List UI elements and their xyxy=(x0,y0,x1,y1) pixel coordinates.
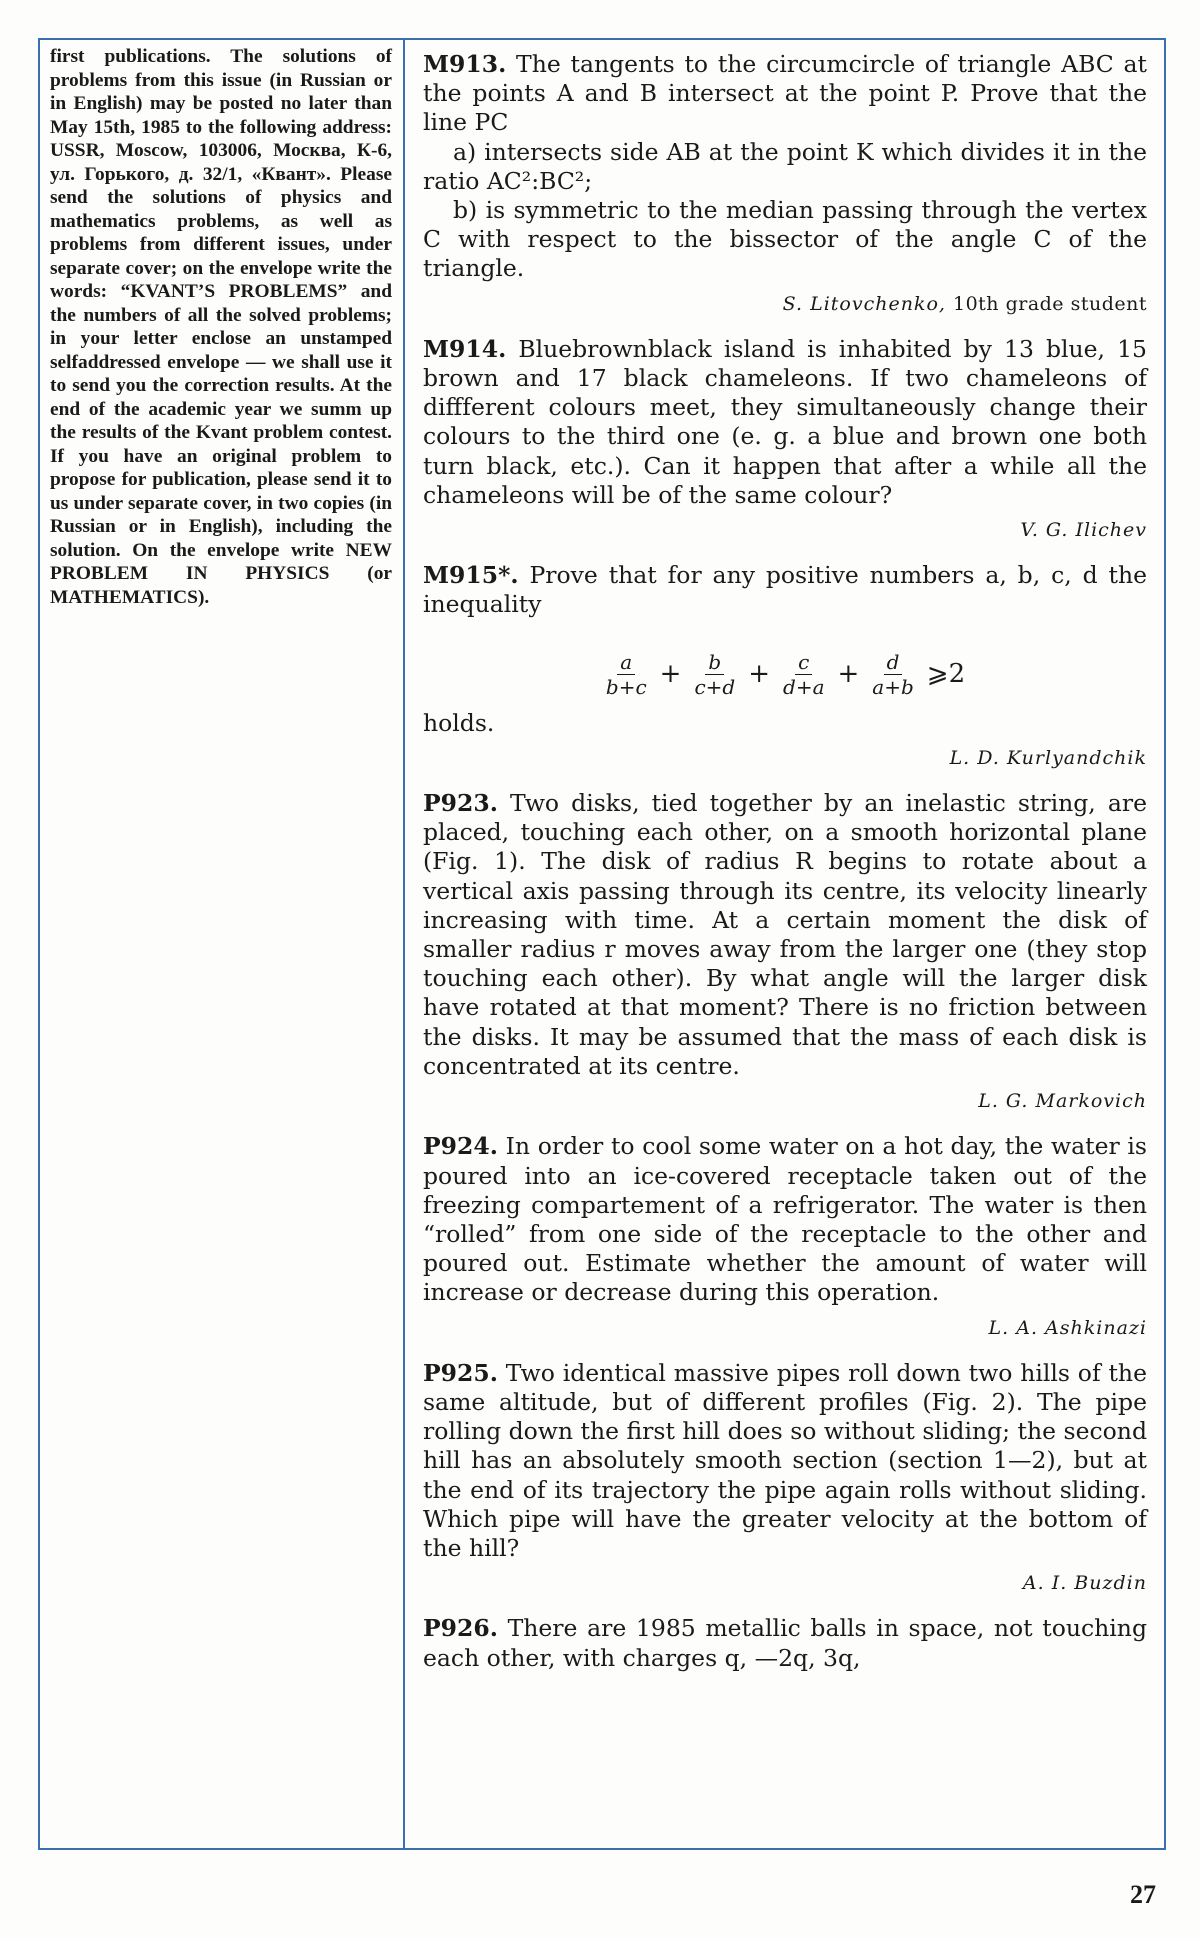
inequality-relation: ⩾2 xyxy=(926,658,966,689)
author-note: 10th grade student xyxy=(952,292,1147,315)
fraction: $\frac{c}{d+a}$ xyxy=(783,649,825,699)
problem-m914 xyxy=(423,335,1147,545)
problem-text: Bluebrownblack island is inhabited by 13 blue, 15 brown and 17 black chameleons. If two chameleons of diffferent colours meet, they simultaneously change their colours to the third one (e. g. a blue and brown one both turn black, etc.). Can it happen that after a while all the chameleons will be of the same colour? xyxy=(423,334,1147,509)
problems-column xyxy=(423,50,1147,1689)
problem-m913 xyxy=(423,50,1147,319)
problem-author: L. G. Markovich xyxy=(978,1090,1147,1113)
page-number: 27 xyxy=(1130,1880,1156,1909)
problem-id: P923. xyxy=(423,789,498,818)
problem-text: Prove that for any positive numbers a, b, c, d the inequality xyxy=(423,561,1147,619)
problem-m915 xyxy=(423,561,1147,773)
problem-id: M914. xyxy=(423,334,507,363)
problem-text: Two identical massive pipes roll down two hills of the same altitude, but of different profiles (Fig. 2). The pipe rolling down the first hill does so without sliding; the second hill has an absolutely smooth section (section 1—2), but at the end of its trajectory the pipe again rolls without sliding. Which pipe will have the greater velocity at the bottom of the hill? xyxy=(423,1358,1147,1562)
inequality-formula xyxy=(423,650,1147,699)
problem-author: A. I. Buzdin xyxy=(1022,1572,1147,1595)
problem-text: The tangents to the circumcircle of triangle ABC at the points A and B intersect at the point P. Prove that the line PC xyxy=(423,50,1147,137)
problem-p924 xyxy=(423,1132,1147,1342)
problem-author: L. D. Kurlyandchik xyxy=(949,746,1147,769)
problem-id: M915*. xyxy=(423,561,519,590)
problem-author: V. G. Ilichev xyxy=(1020,519,1147,542)
problem-id: P926. xyxy=(423,1614,498,1643)
problem-text: Two disks, tied together by an inelastic string, are placed, touching each other, on a smooth horizontal plane (Fig. 1). The disk of radius R begins to rotate about a vertical axis passing through its centre, its velocity linearly increasing with time. At a certain moment the disk of smaller radius r moves away from the larger one (they stop touching each other). By what angle will the larger disk have rotated at that moment? There is no friction between the disks. It may be assumed that the mass of each disk is concentrated at its centre. xyxy=(423,789,1147,1080)
problem-text: b) is symmetric to the median passing through the vertex C with respect to the bissector of the angle C of the triangle. xyxy=(423,196,1147,283)
problem-p926 xyxy=(423,1614,1147,1672)
plus-sign: + xyxy=(748,658,771,689)
problem-p923 xyxy=(423,789,1147,1116)
problem-p925 xyxy=(423,1359,1147,1599)
column-divider xyxy=(403,38,405,1850)
fraction: $\frac{a}{b+c}$ xyxy=(605,649,647,699)
problem-id: P924. xyxy=(423,1132,498,1161)
problem-text: holds. xyxy=(423,708,495,737)
instructions-column xyxy=(50,45,392,609)
problem-text: In order to cool some water on a hot day, the water is poured into an ice-covered receptacle taken out of the freezing compartement of a refrigerator. The water is then “rolled” from one side of the receptacle to the other and poured out. Estimate whether the amount of water will increase or decrease during this operation. xyxy=(423,1132,1147,1307)
problem-author xyxy=(423,290,1147,319)
problem-text: There are 1985 metallic balls in space, not touching each other, with charges q, —2q, 3q, xyxy=(423,1614,1147,1672)
plus-sign: + xyxy=(659,658,682,689)
author-name: S. Litovchenko, xyxy=(782,292,946,315)
plus-sign: + xyxy=(837,658,860,689)
problem-text: a) intersects side AB at the point K which divides it in the ratio AC²:BC²; xyxy=(423,137,1147,195)
problem-id: M913. xyxy=(423,50,507,78)
fraction: $\frac{b}{c+d}$ xyxy=(694,649,736,699)
problem-author: L. A. Ashkinazi xyxy=(988,1316,1147,1339)
problem-id: P925. xyxy=(423,1358,498,1387)
fraction: $\frac{d}{a+b}$ xyxy=(872,649,914,699)
instructions-text: first publications. The solutions of problems from this issue (in Russian or in English) may be posted no later than May 15th, 1985 to the following address: USSR, Moscow, 103006, Москва, К-6, ул. Горького, д. 32/1, «Квант». Please send the solutions of physics and mathematics problems, as well as problems from different issues, under separate cover; on the envelope write the words: “KVANT’S PROBLEMS” and the numbers of all the solved problems; in your letter enclose an unstamped selfaddressed envelope — we shall use it to send you the correction results. At the end of the academic year we summ up the results of the Kvant problem contest. If you have an original problem to propose for publication, please send it to us under separate cover, in two copies (in Russian or in English), including the solution. On the envelope write NEW PROBLEM IN PHYSICS (or MATHEMATICS). xyxy=(50,46,392,608)
